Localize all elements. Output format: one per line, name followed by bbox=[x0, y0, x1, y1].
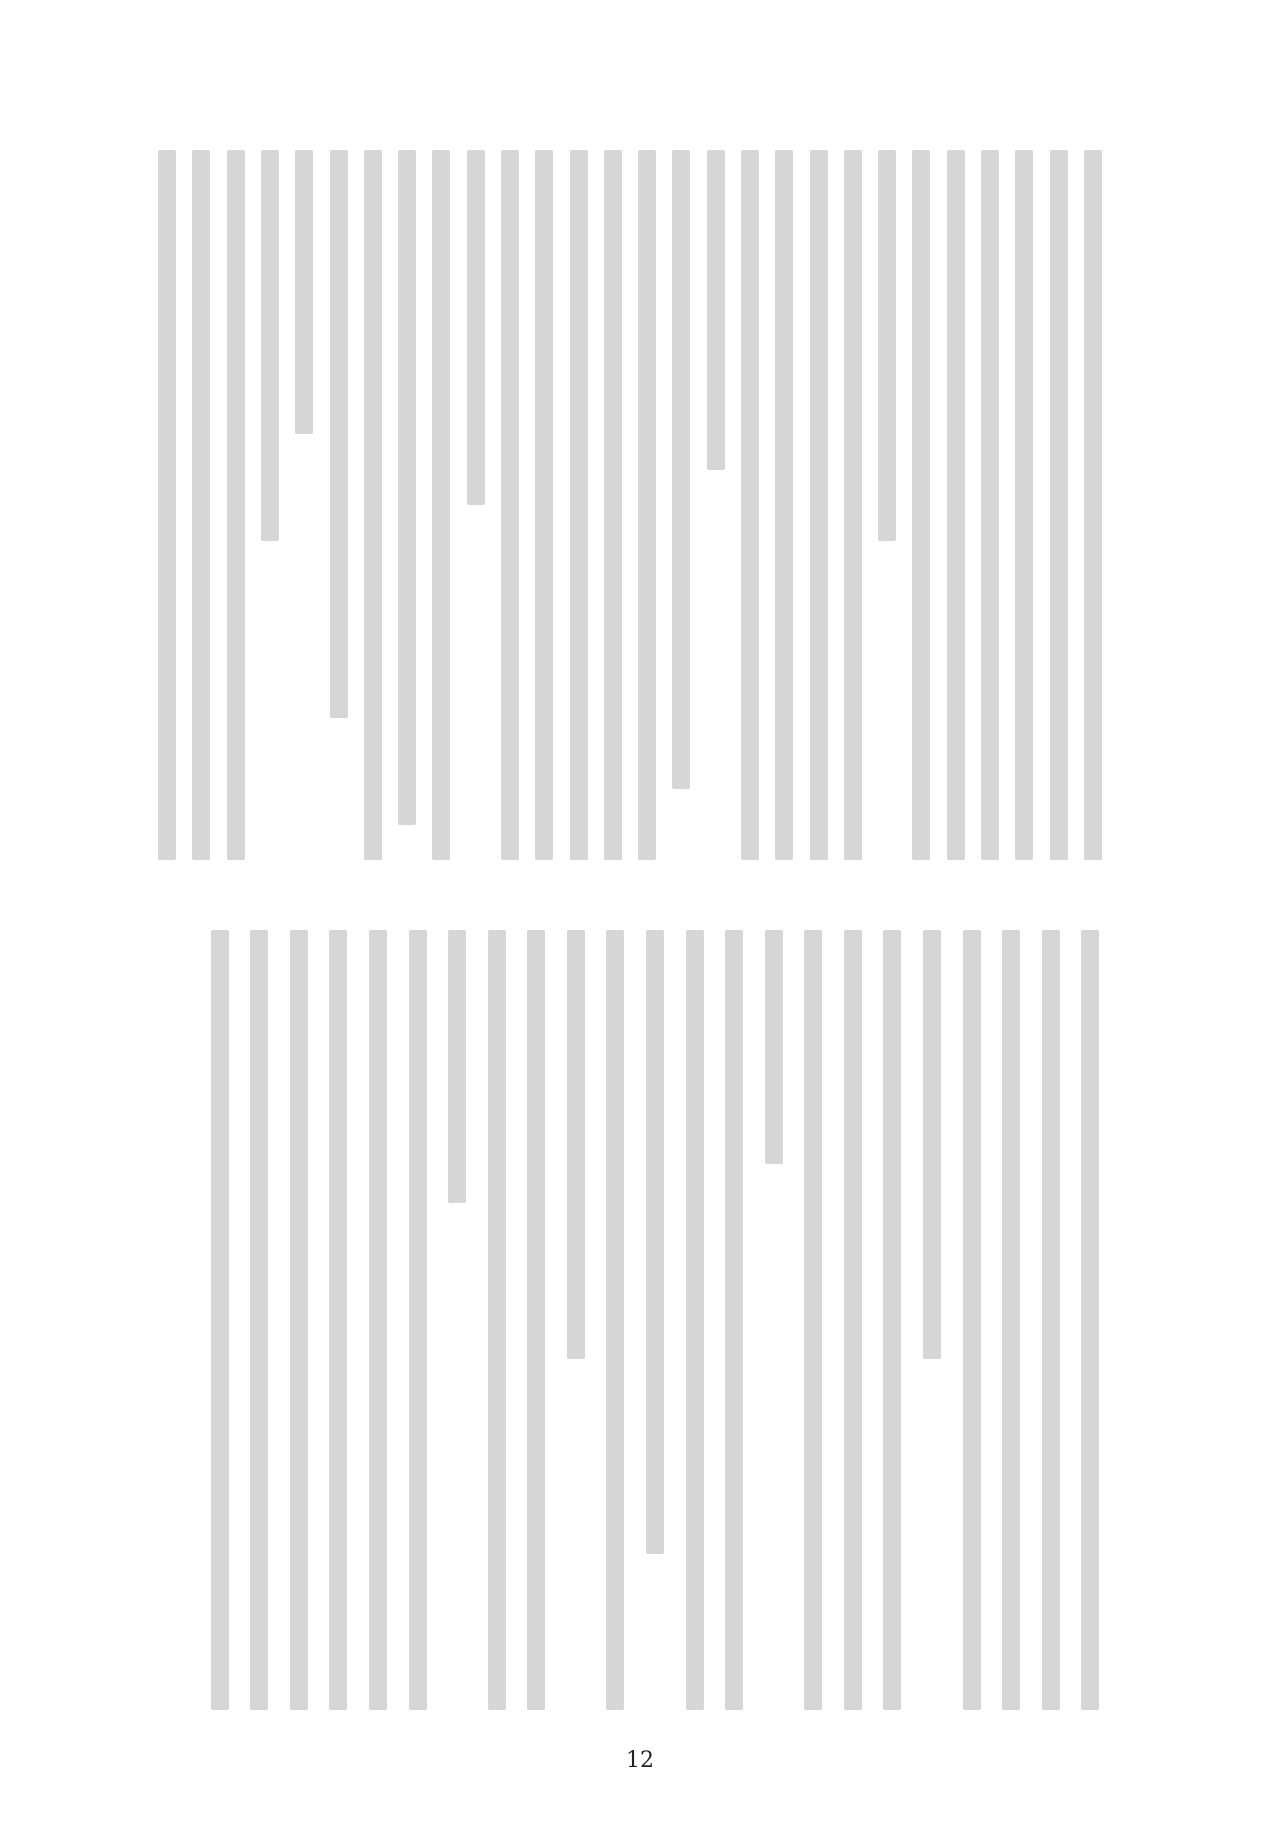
redacted-text-column bbox=[1042, 930, 1060, 1710]
redacted-text-column bbox=[295, 150, 313, 434]
redacted-text-column bbox=[261, 150, 279, 541]
redacted-text-column bbox=[409, 930, 427, 1710]
redacted-text-column bbox=[844, 150, 862, 860]
redacted-text-column bbox=[912, 150, 930, 860]
page-number: 12 bbox=[626, 1748, 654, 1773]
redacted-text-column bbox=[646, 930, 664, 1554]
redacted-text-column bbox=[432, 150, 450, 860]
redacted-text-column bbox=[810, 150, 828, 860]
redacted-text-column bbox=[527, 930, 545, 1710]
redacted-text-column bbox=[804, 930, 822, 1710]
redacted-text-column bbox=[1084, 150, 1102, 860]
redacted-text-column bbox=[398, 150, 416, 825]
redacted-text-column bbox=[981, 150, 999, 860]
redacted-text-column bbox=[567, 930, 585, 1359]
redacted-text-column bbox=[604, 150, 622, 860]
lower-text-block bbox=[200, 930, 1110, 1710]
redacted-text-column bbox=[672, 150, 690, 789]
redacted-text-column bbox=[947, 150, 965, 860]
redacted-text-column bbox=[638, 150, 656, 860]
redacted-text-column bbox=[329, 930, 347, 1710]
redacted-text-column bbox=[775, 150, 793, 860]
redacted-text-column bbox=[467, 150, 485, 505]
redacted-text-column bbox=[501, 150, 519, 860]
redacted-text-column bbox=[725, 930, 743, 1710]
redacted-text-column bbox=[330, 150, 348, 718]
redacted-text-column bbox=[686, 930, 704, 1710]
redacted-text-column bbox=[192, 150, 210, 860]
redacted-text-column bbox=[707, 150, 725, 470]
redacted-text-column bbox=[1050, 150, 1068, 860]
redacted-text-column bbox=[1015, 150, 1033, 860]
redacted-text-column bbox=[883, 930, 901, 1710]
redacted-text-column bbox=[227, 150, 245, 860]
redacted-text-column bbox=[250, 930, 268, 1710]
redacted-text-column bbox=[1081, 930, 1099, 1710]
redacted-text-column bbox=[606, 930, 624, 1710]
upper-text-block bbox=[150, 150, 1110, 860]
redacted-text-column bbox=[488, 930, 506, 1710]
redacted-text-column bbox=[844, 930, 862, 1710]
redacted-text-column bbox=[741, 150, 759, 860]
redacted-text-column bbox=[158, 150, 176, 860]
redacted-text-column bbox=[1002, 930, 1020, 1710]
redacted-text-column bbox=[211, 930, 229, 1710]
redacted-text-column bbox=[535, 150, 553, 860]
redacted-text-column bbox=[448, 930, 466, 1203]
redacted-text-column bbox=[364, 150, 382, 860]
redacted-text-column bbox=[878, 150, 896, 541]
redacted-text-column bbox=[963, 930, 981, 1710]
redacted-text-column bbox=[290, 930, 308, 1710]
redacted-text-column bbox=[765, 930, 783, 1164]
redacted-text-column bbox=[570, 150, 588, 860]
redacted-text-column bbox=[923, 930, 941, 1359]
redacted-text-column bbox=[369, 930, 387, 1710]
